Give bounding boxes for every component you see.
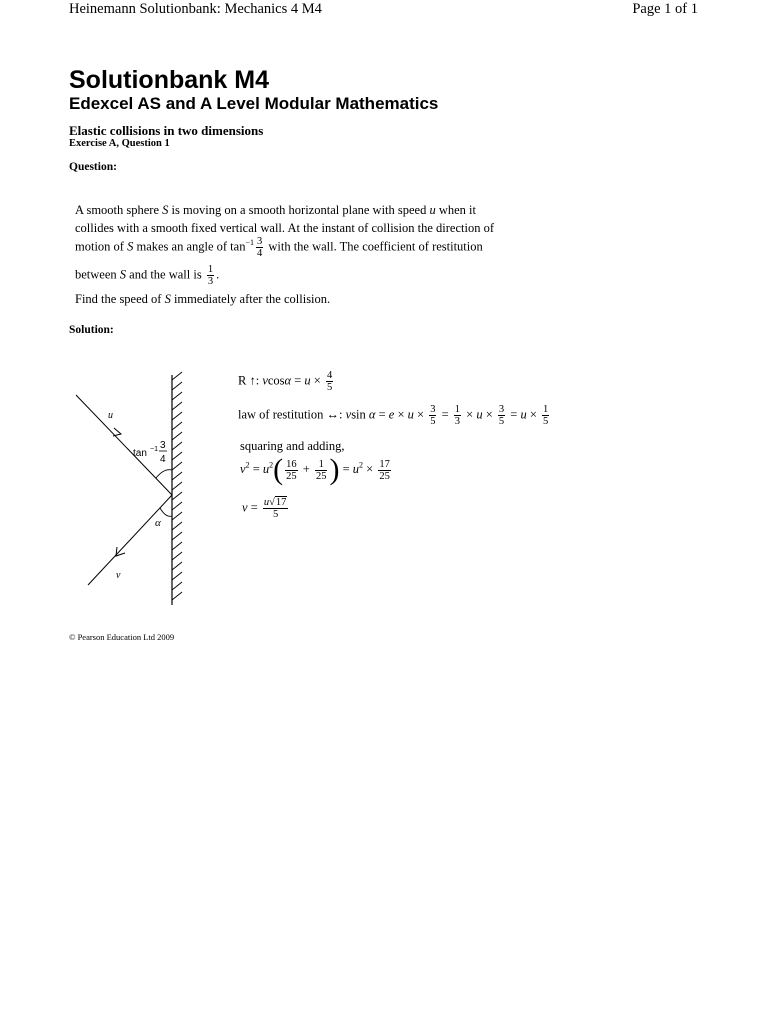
question-line-5 (75, 292, 330, 307)
text-fragment: S (164, 292, 171, 306)
text-fragment: makes an angle of tan (133, 239, 246, 254)
text-fragment: 3 (454, 416, 461, 427)
collision-diagram (60, 370, 200, 610)
text-fragment: S (127, 239, 134, 254)
text-fragment: 3 (498, 404, 505, 415)
fraction (285, 459, 298, 482)
outgoing-path (88, 495, 172, 585)
text-fragment: × (310, 373, 324, 388)
text-fragment: 1 (454, 404, 461, 415)
page-number: Page 1 of 1 (632, 1, 698, 17)
text-fragment: 2 (245, 460, 250, 470)
label-u: u (108, 410, 113, 421)
exercise-label: Exercise A, Question 1 (69, 138, 170, 149)
solution-line-3 (240, 439, 345, 454)
text-fragment: 5 (543, 416, 549, 427)
label-fraction-denominator: 4 (160, 454, 166, 465)
text-fragment: 1 (315, 459, 328, 471)
label-v: v (116, 570, 121, 581)
fraction (315, 459, 328, 482)
text-fragment: α (368, 407, 376, 422)
text-fragment: + (299, 461, 313, 476)
text-fragment: 5 (273, 509, 279, 520)
text-fragment: 3 (256, 236, 263, 247)
text-fragment: cos (267, 373, 285, 388)
text-fragment: with the wall. The coefficient of restitution (265, 239, 483, 254)
copyright-notice: © Pearson Education Ltd 2009 (69, 632, 175, 642)
text-fragment: 5 (430, 416, 436, 427)
question-line-1 (75, 203, 476, 218)
text-fragment: = (375, 407, 389, 422)
text-fragment: × (526, 407, 541, 422)
text-fragment: 3 (207, 276, 214, 287)
question-line-2 (75, 221, 494, 236)
text-fragment: −1 (245, 238, 254, 248)
text-fragment: law of restitution ↔: (238, 407, 346, 422)
text-fragment: 25 (379, 470, 390, 482)
text-fragment: u (352, 461, 359, 476)
solution-line-5 (242, 497, 290, 520)
text-fragment: 5 (326, 382, 333, 393)
text-fragment: 1 (543, 404, 549, 415)
fraction (256, 236, 263, 259)
text-fragment: v (262, 373, 268, 388)
label-tan-exponent: −1 (150, 446, 158, 453)
text-fragment: 3 (430, 404, 436, 415)
text-fragment: × (482, 407, 496, 422)
text-fragment: u (263, 497, 270, 508)
text-fragment: when it (435, 203, 477, 217)
page-subtitle: Edexcel AS and A Level Modular Mathematics (69, 94, 439, 113)
text-fragment: 25 (315, 470, 327, 482)
text-fragment: u (520, 407, 527, 422)
question-line-4 (75, 264, 219, 287)
fraction (207, 264, 214, 287)
text-fragment: Find the speed of (75, 292, 165, 306)
text-fragment: × (363, 461, 377, 476)
text-fragment: is moving on a smooth horizontal plane with speed (168, 203, 430, 217)
text-fragment: motion of (75, 239, 128, 254)
text-fragment: 1 (207, 264, 214, 275)
text-fragment: S (162, 203, 169, 217)
text-fragment: sin (351, 407, 369, 422)
question-line-3 (75, 236, 483, 259)
text-fragment: e (388, 407, 395, 422)
text-fragment: A smooth sphere (75, 203, 163, 217)
text-fragment: = (291, 373, 305, 388)
fraction (263, 497, 289, 520)
text-fragment: = (339, 461, 353, 476)
solution-line-4: $v^2 = u^2$( $\frac{16}{25}$ + $\frac{1}{25}$ ) = $u^2$ × $\frac{17}{25}$ (240, 453, 390, 486)
text-fragment: 4 (256, 248, 263, 259)
text-fragment: immediately after the collision. (170, 292, 331, 306)
text-fragment: α (284, 373, 292, 388)
page-title: Solutionbank M4 (69, 66, 269, 94)
label-alpha: α (155, 517, 161, 529)
fraction (542, 404, 549, 427)
text-fragment: 4 (326, 370, 333, 381)
text-fragment: 5 (498, 416, 505, 427)
text-fragment: 17 (275, 497, 287, 508)
text-fragment: u (304, 373, 311, 388)
text-fragment: 17 (379, 458, 390, 470)
text-fragment: × (413, 407, 428, 422)
fraction (454, 404, 461, 427)
label-fraction-numerator: 3 (160, 440, 166, 451)
text-fragment: = (438, 407, 452, 422)
text-fragment: × (394, 407, 408, 422)
section-title: Elastic collisions in two dimensions (69, 123, 264, 138)
text-fragment: v (242, 500, 248, 515)
fraction (429, 404, 436, 427)
text-fragment: u (476, 407, 483, 422)
text-fragment: u (262, 461, 270, 476)
text-fragment: and the wall is (126, 267, 205, 282)
text-fragment: v (345, 407, 352, 422)
solution-line-2 (238, 404, 551, 427)
outgoing-arrow (116, 547, 125, 556)
text-fragment: u (407, 407, 414, 422)
text-fragment: squaring and adding, (240, 439, 345, 453)
text-fragment: √ (269, 497, 275, 508)
text-fragment: = (249, 461, 263, 476)
solution-line-1 (238, 370, 335, 393)
solution-heading: Solution: (69, 324, 114, 336)
text-fragment: 2 (359, 460, 363, 470)
text-fragment: 16 (286, 458, 297, 470)
text-fragment: v (240, 461, 246, 476)
text-fragment: R ↑: (238, 373, 263, 388)
incoming-path (76, 395, 172, 495)
fraction (378, 459, 391, 482)
text-fragment: S (119, 267, 127, 282)
text-fragment: 25 (286, 470, 297, 482)
text-fragment: = (247, 500, 261, 515)
fraction (326, 370, 333, 393)
text-fragment: = (507, 407, 521, 422)
text-fragment: between (75, 267, 120, 282)
text-fragment: u (429, 203, 436, 217)
text-fragment: × (463, 407, 477, 422)
fraction (498, 404, 505, 427)
alpha-angle-arc (160, 508, 172, 516)
text-fragment: collides with a smooth fixed vertical wall. At the instant of collision the direction of (75, 221, 495, 235)
text-fragment: . (216, 267, 220, 282)
question-heading: Question: (69, 161, 117, 173)
header-title: Heinemann Solutionbank: Mechanics 4 M4 (69, 1, 322, 17)
incoming-angle-arc (156, 470, 172, 478)
wall-hatching (172, 372, 182, 600)
text-fragment: 2 (269, 460, 274, 470)
label-tan: tan (133, 448, 147, 459)
